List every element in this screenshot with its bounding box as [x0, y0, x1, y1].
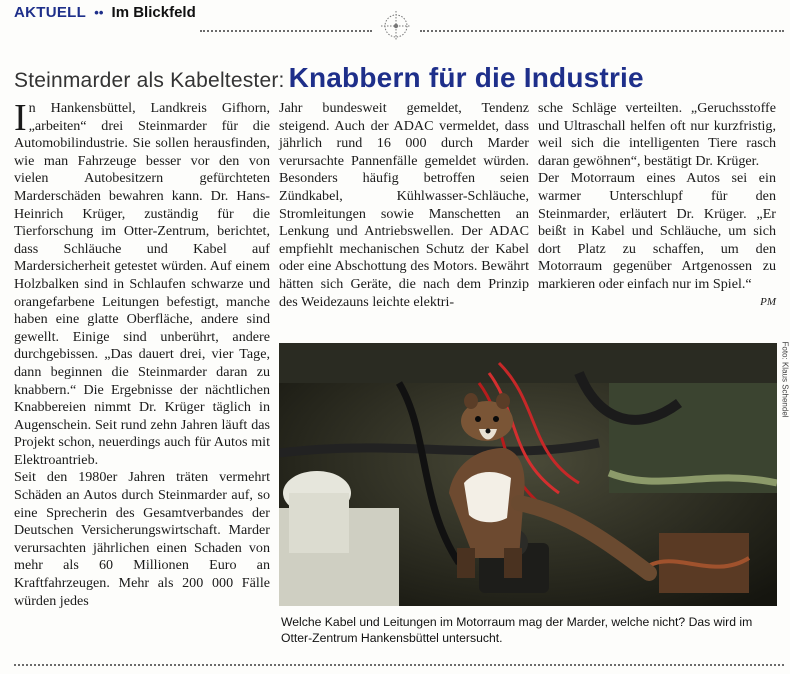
title-main: Knabbern für die Industrie: [288, 62, 644, 93]
compass-ornament-icon: [380, 10, 412, 42]
header-rule-right: [420, 30, 784, 32]
photo-caption: Welche Kabel und Leitungen im Motorraum mag der Marder, welche nicht? Das wird im Otter-Zentrum Hankensbüttel untersucht.: [281, 615, 753, 645]
section-separator: ••: [94, 5, 104, 20]
author-signature: PM: [760, 295, 776, 308]
photo-credit: [778, 341, 790, 436]
photo-credit-text: Foto: Klaus Schendel: [780, 341, 790, 418]
paragraph: Der Motorraum eines Autos sei ein warmer Unterschlupf für den Steinmarder, erläutert Dr. Krüger. „Er beißt in Kabel und Schläuche, um sich dort Platz zu schaffen, um den Motorraum gegenüber Artgenossen zu markieren oder einfach nur im Spiel.“: [538, 170, 776, 292]
topic-label: Im Blickfeld: [111, 4, 196, 21]
paragraph-text: n Hankensbüttel, Landkreis Gifhorn, „arbeiten“ drei Steinmarder für die Automobilindustrie. Sie sollen herausfinden, wie man Fahrzeuge besser vor den von vielen Autobesitzern gefürchteten Marderschäden bewahren kann. Dr. Hans-Heinrich Krüger, zuständig für die Tierforschung im Otter-Zentrum, berichtet, dass Schläuche und Kabel auf Mardersicherheit getestet würden. Auf einem Holzbalken sind in Schlaufen schwarze und orangefarbene Leitungen befestigt, manche haben eine glatte Oberfläche, andere sind gewellt. Einige sind unberührt, andere durchgebissen. „Das dauert drei, vier Tage, dann beginnen die Steinmarder daran zu knabbern.“ Die Ergebnisse der nächtlichen Knabbereien nimmt Dr. Krüger täglich in Augenschein. Seit rund zehn Jahren läuft das Projekt schon, neuerdings auch für Autos mit Elektroantrieb.: [14, 100, 270, 468]
section-header: [14, 4, 196, 24]
text-column-3: [538, 100, 776, 311]
drop-cap: I: [14, 97, 27, 139]
header-rule-left: [200, 30, 372, 32]
paragraph: Jahr bundesweit gemeldet, Tendenz steigend. Auch der ADAC vermeldet, dass jährlich rund 16 000 durch Marder verursachte Pannenfälle gemeldet würden. Besonders häufig betroffen seien Zündkabel, Kühlwasser-Schläuche, Stromleitungen sowie Manschetten an Lenkung und Antriebswellen. Der ADAC empfiehlt mechanischen Schutz der Kabel oder eine Abschottung des Motors. Bewährt hätten sich Geräte, die nach dem Prinzip des Weidezauns leichte elektri-: [279, 100, 529, 310]
paragraph: Seit den 1980er Jahren träten vermehrt Schäden an Autos durch Steinmarder auf, so eine Sprecherin des Gesamtverbandes der Deutschen Versicherungswirtschaft. Marder verursachten jährlichen einen Schaden von mehr als 60 Millionen Euro an Kraftfahrzeugen. Mehr als 200 000 Fälle würden jedes: [14, 469, 270, 609]
marten-engine-photo: [279, 343, 777, 606]
text-column-1: [14, 97, 270, 610]
text-column-2: [279, 100, 529, 311]
article-title: [14, 62, 784, 96]
section-label: AKTUELL: [14, 4, 87, 21]
footer-rule: [14, 664, 784, 666]
title-kicker: Steinmarder als Kabeltester:: [14, 69, 285, 92]
paragraph: sche Schläge verteilten. „Geruchsstoffe und Ultraschall helfen oft nur kurzfristig, weil sich die intelligenten Tiere rasch daran gewöhnen“, bestätigt Dr. Krüger.: [538, 100, 776, 169]
paragraph: [14, 97, 270, 469]
